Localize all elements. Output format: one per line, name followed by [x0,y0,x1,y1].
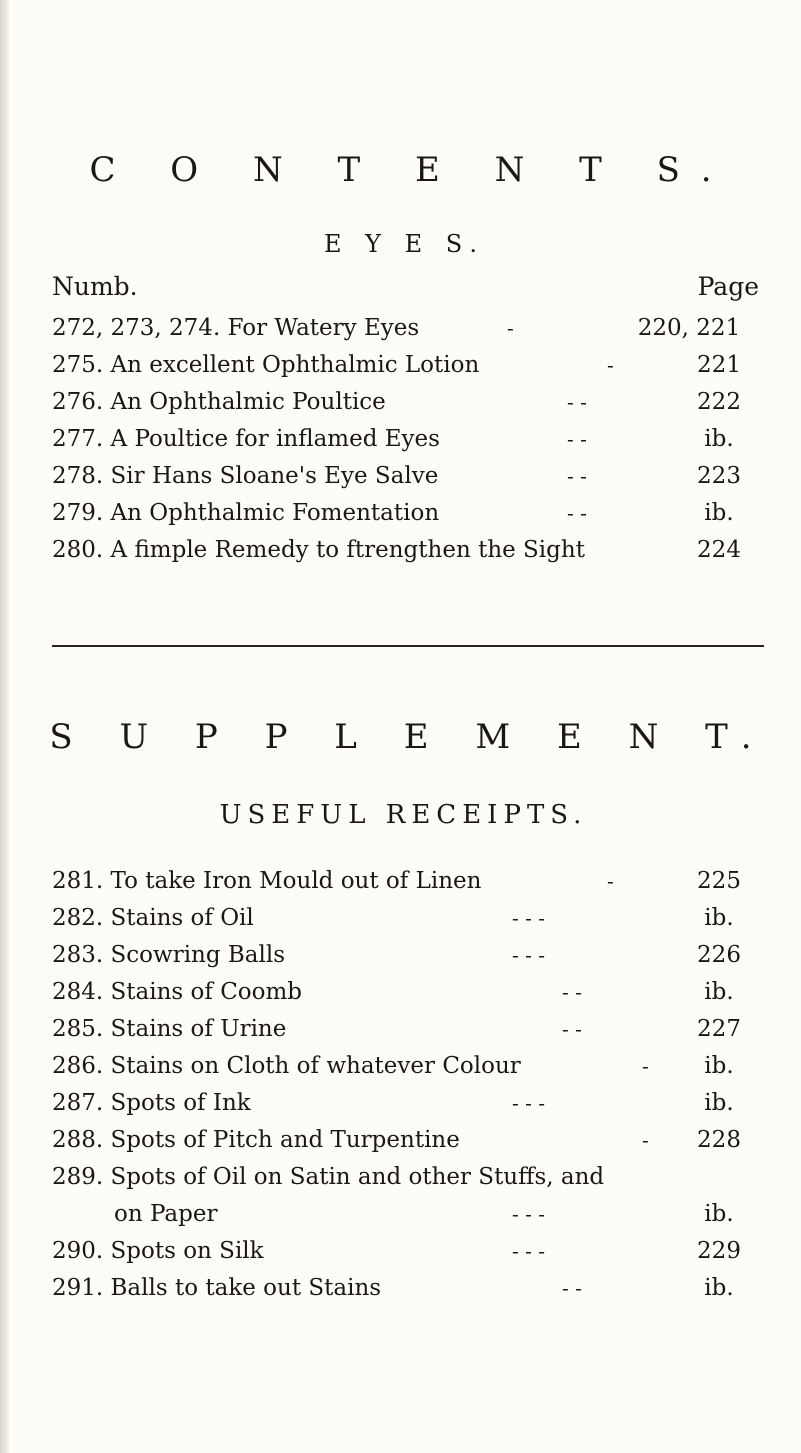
entry-number: 276. [52,389,104,415]
entry-number: 283. [52,942,104,968]
entry-number: 278. [52,463,104,489]
list-item [52,384,764,421]
entry-number: 275. [52,352,104,378]
leader-dashes: - - [567,390,587,414]
list-item [52,532,764,569]
entry-title: An excellent Ophthalmic Lotion [110,352,480,378]
entry-page: 221 [697,352,741,378]
entry-page: ib. [704,905,734,931]
leader-dashes: - - [562,1017,582,1041]
entry-title: Stains of Oil [110,905,254,931]
leader-dashes: - - - [512,1202,545,1226]
entry-title: Sir Hans Sloane's Eye Salve [110,463,439,489]
leader-dashes: - - [567,501,587,525]
entry-title: on Paper [114,1201,218,1227]
entry-title: Balls to take out Stains [110,1275,382,1301]
entry-page: 227 [697,1016,741,1042]
entry-title: An Ophthalmic Fomentation [110,500,440,526]
supplement-heading: S U P P L E M E N T. [49,717,770,757]
entry-page: 224 [697,537,741,563]
useful-receipts-heading: USEFUL RECEIPTS. [219,800,588,830]
entry-page: ib. [704,500,734,526]
list-item [52,347,764,384]
entry-page: 225 [697,868,741,894]
entry-number: 285. [52,1016,104,1042]
leader-dashes: - [642,1054,649,1078]
entry-title: For Watery Eyes [227,315,420,341]
entry-title: Spots on Silk [110,1238,264,1264]
list-item [52,900,764,937]
entry-number: 288. [52,1127,104,1153]
entry-page: ib. [704,1275,734,1301]
entry-page: 226 [697,942,741,968]
list-item [52,458,764,495]
numb-column-header: Numb. [52,272,138,301]
list-item [52,1233,764,1270]
entry-page: ib. [704,979,734,1005]
list-item [52,421,764,458]
entry-page: 220, 221 [637,315,741,341]
leader-dashes: - - - [512,943,545,967]
list-item [52,1085,764,1122]
list-item [52,1196,764,1233]
leader-dashes: - [642,1128,649,1152]
entry-title: Stains of Coomb [110,979,303,1005]
entry-title: Stains on Cloth of whatever Colour [110,1053,521,1079]
entry-title: To take Iron Mould out of Linen [110,868,482,894]
list-item [52,1011,764,1048]
entry-page: ib. [704,1201,734,1227]
entry-title: Scowring Balls [110,942,286,968]
entry-title: An Ophthalmic Poultice [110,389,386,415]
leader-dashes: - [607,869,614,893]
list-item [52,863,764,900]
contents-heading: C O N T E N T S. [89,150,734,190]
list-item [52,937,764,974]
entry-page: 228 [697,1127,741,1153]
entry-number: 279. [52,500,104,526]
section-divider [52,645,764,647]
entry-number: 277. [52,426,104,452]
entry-title: Stains of Urine [110,1016,287,1042]
leader-dashes: - [607,353,614,377]
entry-page: ib. [704,426,734,452]
entry-page: 222 [697,389,741,415]
leader-dashes: - - - [512,1091,545,1115]
eyes-section-heading: E Y E S. [324,230,485,258]
entry-number: 286. [52,1053,104,1079]
entry-number: 289. [52,1164,104,1190]
entry-title: A fimple Remedy to ftrengthen the Sight [110,537,585,563]
entry-page: 223 [697,463,741,489]
leader-dashes: - [507,316,514,340]
list-item [52,974,764,1011]
entry-title: Spots of Ink [110,1090,251,1116]
entry-number: 272, 273, 274. [52,315,221,341]
entry-number: 284. [52,979,104,1005]
list-item [52,310,764,347]
page-column-header: Page [697,272,759,301]
entry-page: ib. [704,1090,734,1116]
entry-number: 281. [52,868,104,894]
list-item [52,1122,764,1159]
list-item [52,1270,764,1307]
entry-title: Spots of Pitch and Turpentine [110,1127,460,1153]
entry-page: 229 [697,1238,741,1264]
entry-number: 280. [52,537,104,563]
list-item [52,495,764,532]
entry-number: 290. [52,1238,104,1264]
entry-title: A Poultice for inflamed Eyes [110,426,440,452]
entry-title: Spots of Oil on Satin and other Stuffs, and [110,1164,605,1190]
entry-number: 287. [52,1090,104,1116]
leader-dashes: - - [567,464,587,488]
entry-number: 291. [52,1275,104,1301]
leader-dashes: - - [562,980,582,1004]
leader-dashes: - - - [512,906,545,930]
entry-page: ib. [704,1053,734,1079]
leader-dashes: - - - [512,1239,545,1263]
list-item [52,1048,764,1085]
list-item [52,1159,764,1196]
leader-dashes: - - [567,427,587,451]
entry-number: 282. [52,905,104,931]
leader-dashes: - - [562,1276,582,1300]
